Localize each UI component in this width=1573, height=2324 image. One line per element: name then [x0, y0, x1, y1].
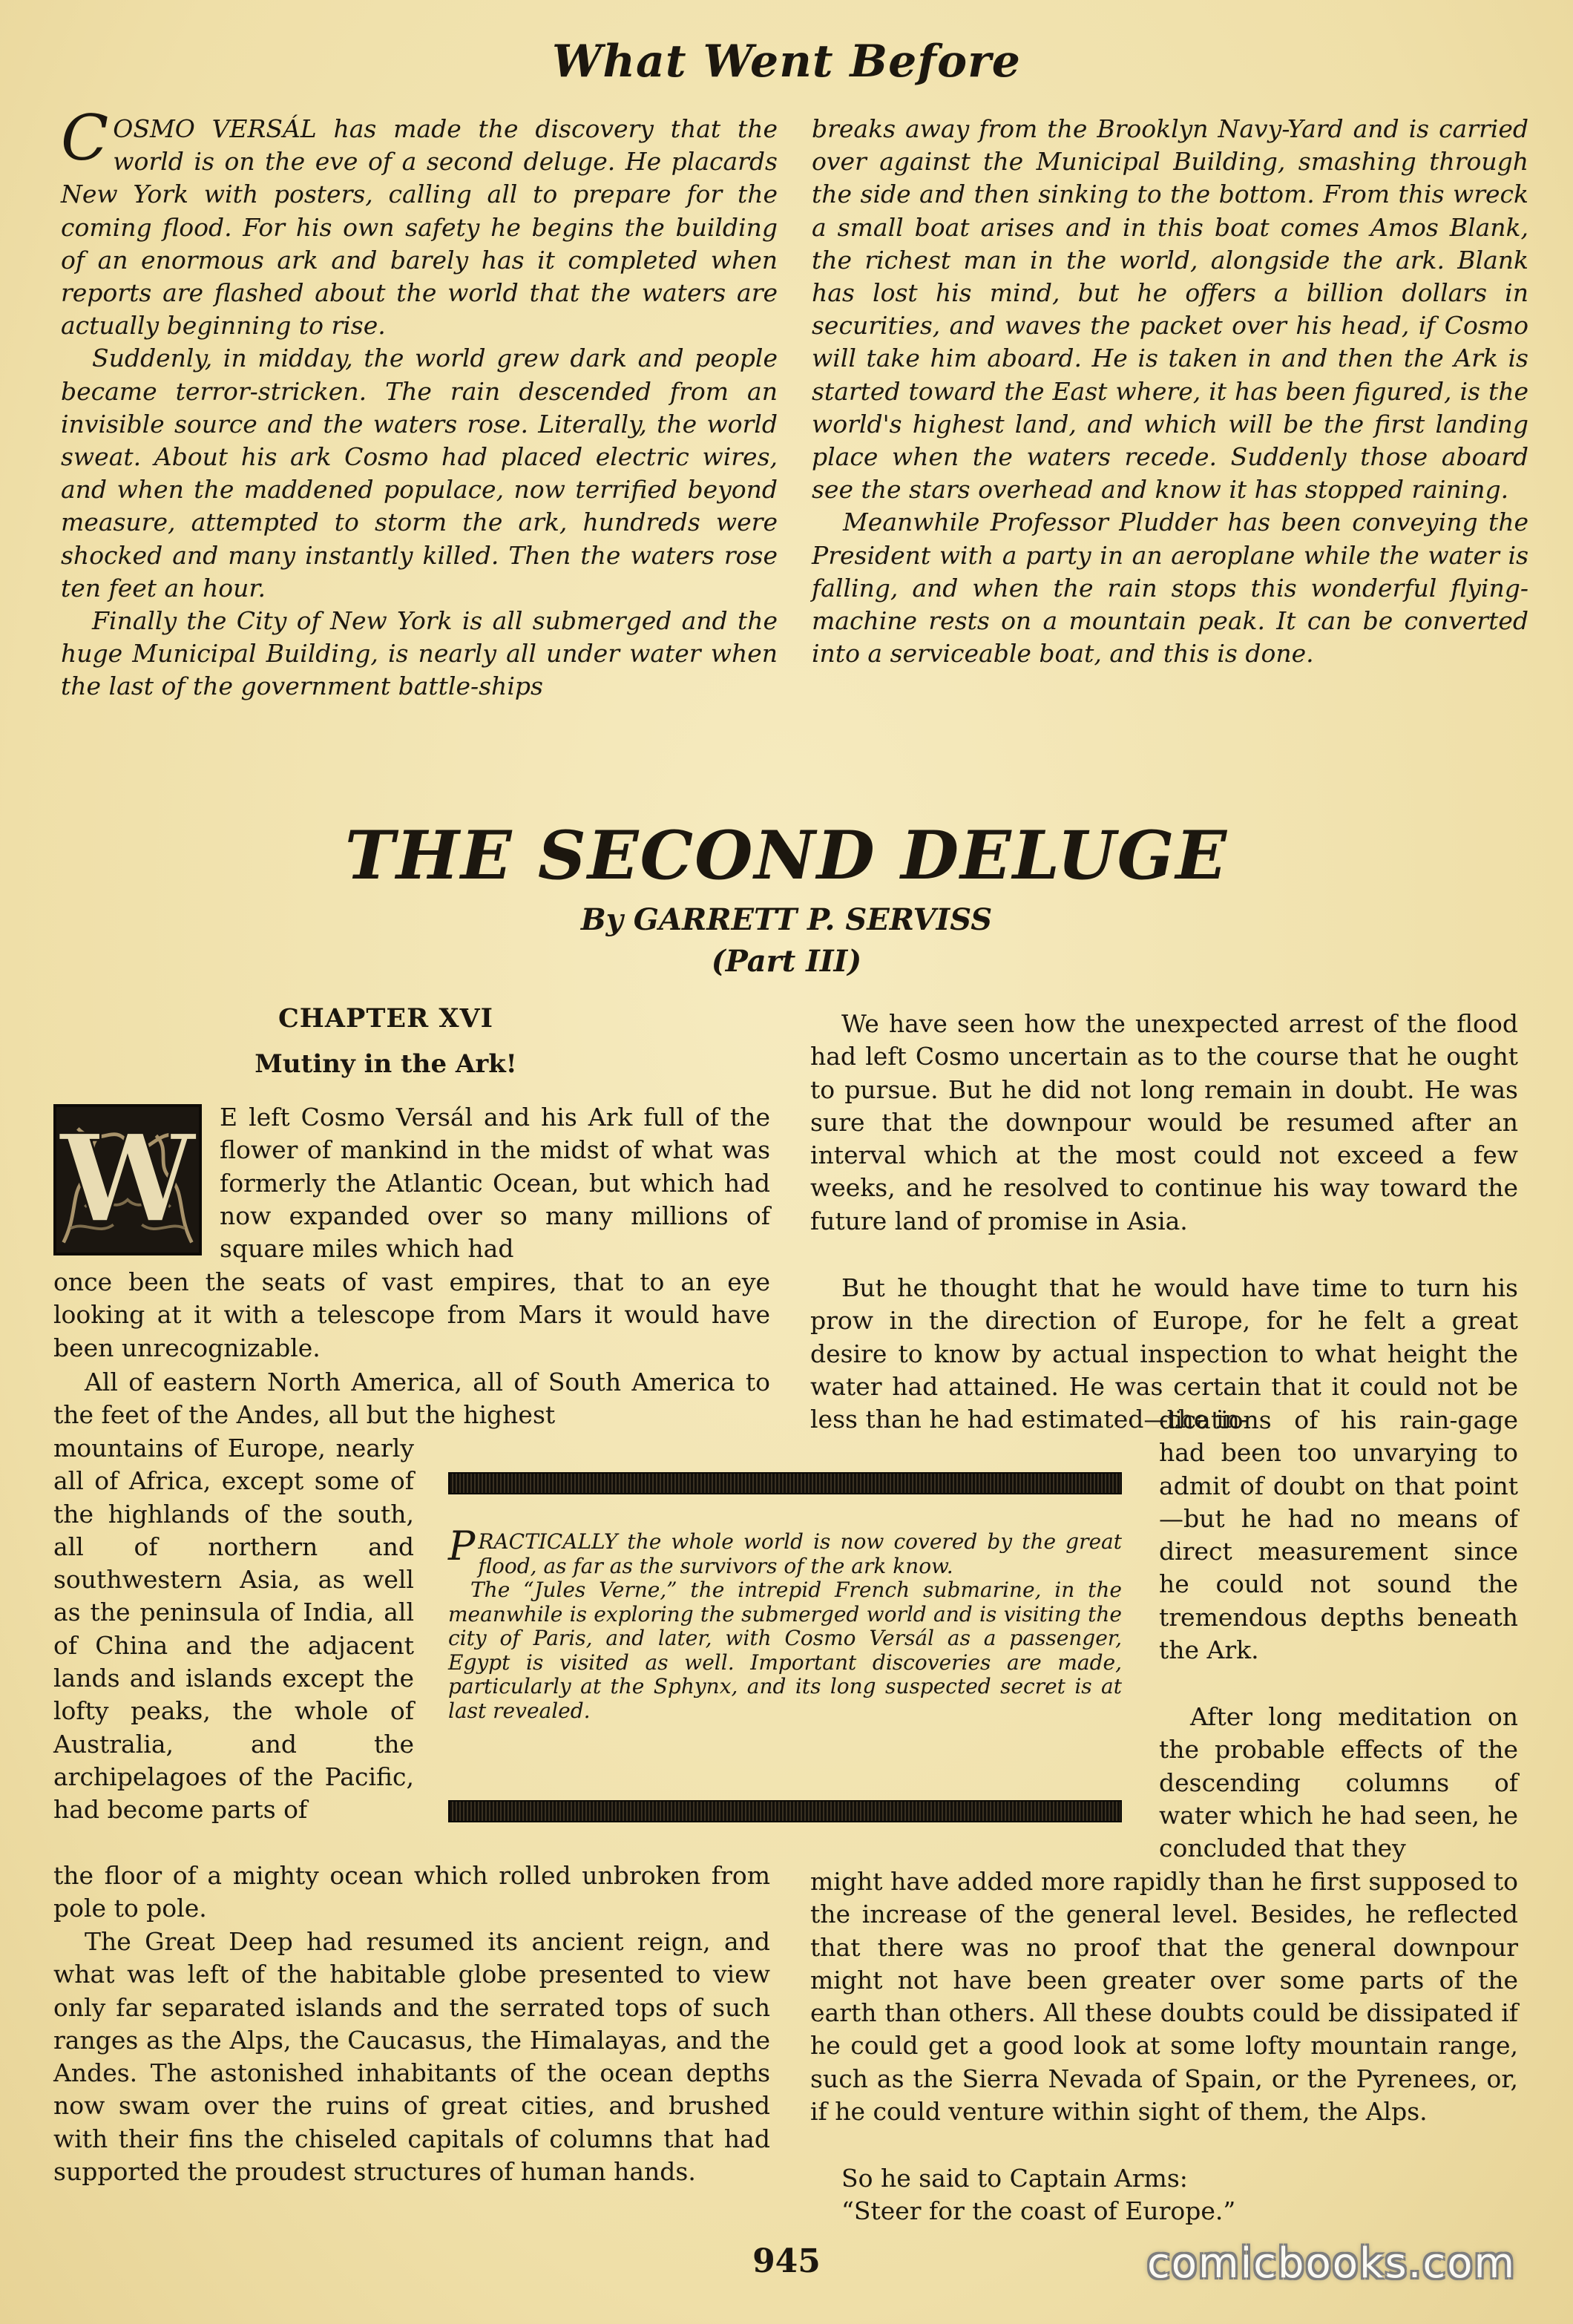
watermark-logo: comicbooks.com [1147, 2239, 1517, 2288]
chapter-heading: CHAPTER XVI [278, 1003, 494, 1034]
svg-text:W: W [59, 1108, 196, 1250]
recap-title: What Went Before [552, 36, 1021, 88]
story-right-paragraph-2-narrow: dications of his rain-gage had been too unvarying to admit of doubt on that point—but he had no means of direct measurement since he could not sound the tremendous depths beneath the Ark. [1159, 1405, 1518, 1665]
story-paragraph-2-narrow: mountains of Europe, nearly all of Africa, except some of the highlands of the south, all of northern and southwestern Asia, as well as the peninsula of India, all of China and the adjacent lands and islands except the lofty peaks, the whole of Australia, and the archipelagoes of the Pacific, had become parts of [53, 1434, 414, 1825]
story-paragraph-2-rest: the floor of a mighty ocean which rolled unbroken from pole to pole. [53, 1861, 770, 1923]
story-title: THE SECOND DELUGE [344, 816, 1229, 895]
recap-paragraph: Meanwhile Professor Pludder has been conveying the President with a party in an aeroplane while the water is falling, and when the rain stops this wonderful flying-machine rests on a mountain peak. It can be converted into a serviceable boat, and this is done. [812, 508, 1528, 669]
story-right-paragraph-3-rest: might have added more rapidly than he first supposed to the increase of the general level. Besides, he reflected that there was no proof that the general downpour might not have been greater over some parts of the earth than others. All these doubts could be dissipated if he could get a good look at some lofty mountain range, such as the Sierra Nevada of Spain, or the Pyrenees, or, if he could venture within sight of them, the Alps. [810, 1867, 1518, 2127]
recap-dropcap: C [61, 102, 109, 174]
story-author: By GARRETT P. SERVISS [580, 902, 993, 937]
recap-paragraph: Finally the City of New York is all submerged and the huge Municipal Building, is nearly all under water when the last of the government battle-ships [61, 606, 778, 701]
box-dropcap: P [448, 1523, 476, 1569]
decorative-dropcap-w [53, 1104, 202, 1255]
recap-paragraph: breaks away from the Brooklyn Navy-Yard and is carried over against the Municipal Building, smashing through the side and then sinking to the bottom. From this wreck a small boat arises and in this boat comes Amos Blank, the richest man in the world, alongside the ark. Blank has lost his mind, but he offers a billion dollars in securities, and waves the packet over his head, if Cosmo will take him aboard. He is taken in and then the Ark is started toward the East where, it has been figured, is the world's highest land, and which will be the first landing place when the waters recede. Suddenly those aboard see the stars overhead and know it has stopped raining. [812, 114, 1528, 505]
story-right-paragraph-2-top: But he thought that he would have time to turn his prow in the direction of Europe, for he felt a great desire to know by actual inspection to what height the water had attained. He was certain that it could not be less than he had estimated—the in- [810, 1273, 1518, 1434]
chapter-title: Mutiny in the Ark! [254, 1049, 517, 1079]
dropcap-ornament-icon [56, 1107, 199, 1253]
story-part: (Part III) [711, 944, 862, 979]
box-paragraph: The “Jules Verne,” the intrepid French submarine, in the meanwhile is exploring the submerged world and is visiting the city of Paris, and later, with Cosmo Versál as a passenger, Egypt is visited as well. Important discoveries are made, particularly at the Sphynx, and its long suspected secret is at last revealed. [448, 1578, 1122, 1723]
recap-paragraph: Suddenly, in midday, the world grew dark and people became terror-stricken. The rain descended from an invisible source and the waters rose. Literally, the world sweat. About his ark Cosmo had placed electric wires, and when the maddened populace, now terrified beyond measure, attempted to storm the ark, hundreds were shocked and many instantly killed. Then the waters rose ten feet an hour. [61, 344, 778, 603]
story-right-paragraph-4: So he said to Captain Arms: [841, 2164, 1188, 2193]
recap-paragraph: COSMO VERSÁL has made the discovery that the world is on the eve of a second deluge. He placards New York with posters, calling all to prepare for the coming flood. For his own safety he begins the building of an enormous ark and barely has it completed when reports are flashed about the world that the waters are actually beginning to rise. [61, 102, 778, 341]
story-paragraph-2-top: All of eastern North America, all of South America to the feet of the Andes, all but the highest [53, 1368, 770, 1430]
box-text [448, 1523, 1122, 1723]
recap-right-column [812, 113, 1528, 670]
story-right-paragraph-1: We have seen how the unexpected arrest of the flood had left Cosmo uncertain as to the course that he ought to pursue. But he did not long remain in doubt. He was sure that the downpour would be resumed after an interval which at the most could not exceed a few weeks, and he resolved to continue his way toward the future land of promise in Asia. [810, 1009, 1518, 1235]
story-paragraph-3: The Great Deep had resumed its ancient reign, and what was left of the habitable globe presented to view only far separated islands and the serrated tops of such ranges as the Alps, the Caucasus, the Himalayas, and the Andes. The astonished inhabitants of the ocean depths now swam over the ruins of great cities, and brushed with their fins the chiseled capitals of columns that had supported the proudest structures of human hands. [53, 1927, 770, 2187]
box-paragraph: PRACTICALLY the whole world is now covered by the great flood, as far as the survivors of the ark know. [448, 1523, 1122, 1578]
box-bottom-rule [448, 1800, 1122, 1822]
box-top-rule [448, 1472, 1122, 1494]
story-right-paragraph-5: “Steer for the coast of Europe.” [841, 2196, 1236, 2225]
story-paragraph-1-first: E left Cosmo Versál and his Ark full of the flower of mankind in the midst of what was formerly the Atlantic Ocean, but which had now expanded over so many millions of square miles which had [220, 1103, 770, 1264]
synopsis-box [448, 1472, 1122, 1827]
page-number: 945 [752, 2242, 821, 2280]
story-right-paragraph-3-narrow: After long meditation on the probable effects of the descending columns of water which he had seen, he concluded that they [1159, 1702, 1518, 1863]
recap-left-column [61, 102, 778, 703]
story-paragraph-1-rest: once been the seats of vast empires, that to an eye looking at it with a telescope from Mars it would have been unrecognizable. [53, 1267, 770, 1362]
